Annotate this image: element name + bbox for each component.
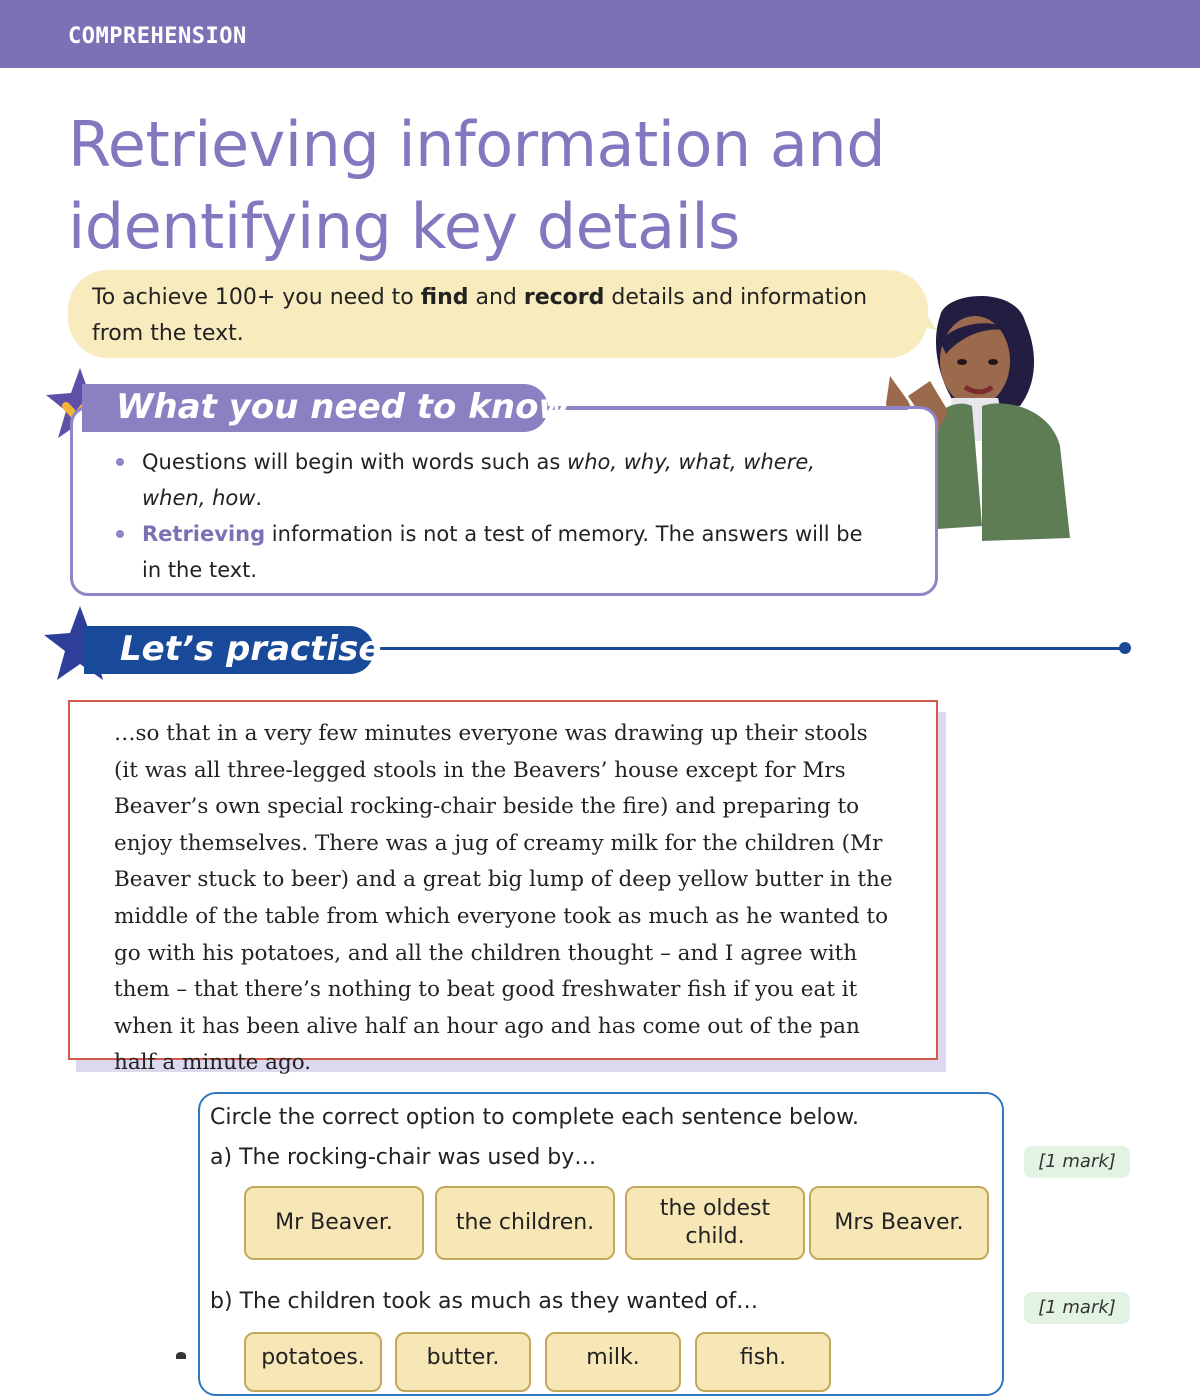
bullet-2-rest: information is not a test of memory. The answers will be in the text. [142, 522, 863, 582]
know-bullet-2 [110, 516, 870, 588]
practise-heading: Let’s practise [120, 629, 382, 669]
bullet-2-emphasis: Retrieving [142, 522, 266, 546]
know-heading: What you need to know [116, 387, 570, 427]
question-a [210, 1140, 596, 1176]
know-bullet-1 [110, 444, 870, 516]
question-a-label: a) [210, 1145, 233, 1170]
bullet-1-question-words: who, why, what, where, when, how [142, 450, 815, 510]
question-a-mark: [1 mark] [1024, 1146, 1130, 1178]
intro-find: find [420, 285, 469, 310]
section-label: COMPREHENSION [68, 24, 247, 49]
bullet-1-end: . [255, 486, 263, 510]
bullet-1-start: Questions will begin with words such as [142, 450, 568, 474]
reading-passage-text: …so that in a very few minutes everyone was drawing up their stools (it was all three-legged stools in the Beavers’ house except for Mrs Beaver’s own special rocking-chair beside the fire) and preparing to enjoy themselves. There was a jug of creamy milk for the children (Mr Beaver stuck to beer) and a great big lump of deep yellow butter in the middle of the table from which everyone took as much as he wanted to go with his potatoes, and all the children thought – and I agree with them – that there’s nothing to beat good freshwater fish if you eat it when it has been alive half an hour ago and has come out of the pan half a minute ago. [114, 721, 893, 1076]
page-title [68, 104, 968, 268]
question-a-option-2[interactable]: the children. [435, 1186, 615, 1260]
intro-text [92, 280, 912, 352]
question-instruction: Circle the correct option to complete each sentence below. [210, 1105, 860, 1130]
question-b [210, 1284, 758, 1320]
question-b-mark: [1 mark] [1024, 1292, 1130, 1324]
intro-and: and [468, 285, 524, 310]
margin-mark [176, 1352, 186, 1359]
know-bullet-list [110, 444, 870, 588]
question-a-option-4[interactable]: Mrs Beaver. [809, 1186, 989, 1260]
question-b-option-3[interactable]: milk. [545, 1332, 681, 1392]
question-b-option-2[interactable]: butter. [395, 1332, 531, 1392]
know-heading-line [548, 407, 908, 410]
page-title-line-2: identifying key details [68, 190, 740, 263]
practise-heading-line [374, 647, 1124, 650]
top-header-bar [0, 0, 1200, 68]
question-a-text: The rocking-chair was used by… [239, 1145, 597, 1170]
intro-record: record [523, 285, 605, 310]
intro-text-start: To achieve 100+ you need to [92, 285, 421, 310]
question-a-option-3[interactable]: the oldest child. [625, 1186, 805, 1260]
question-b-text: The children took as much as they wanted of… [239, 1289, 759, 1314]
intro-text-end: details and information from the text. [92, 285, 868, 346]
question-a-option-1[interactable]: Mr Beaver. [244, 1186, 424, 1260]
question-b-label: b) [210, 1289, 233, 1314]
question-b-option-4[interactable]: fish. [695, 1332, 831, 1392]
page-title-line-1: Retrieving information and [68, 108, 886, 181]
question-b-option-1[interactable]: potatoes. [244, 1332, 382, 1392]
practise-line-dot [1119, 642, 1131, 654]
